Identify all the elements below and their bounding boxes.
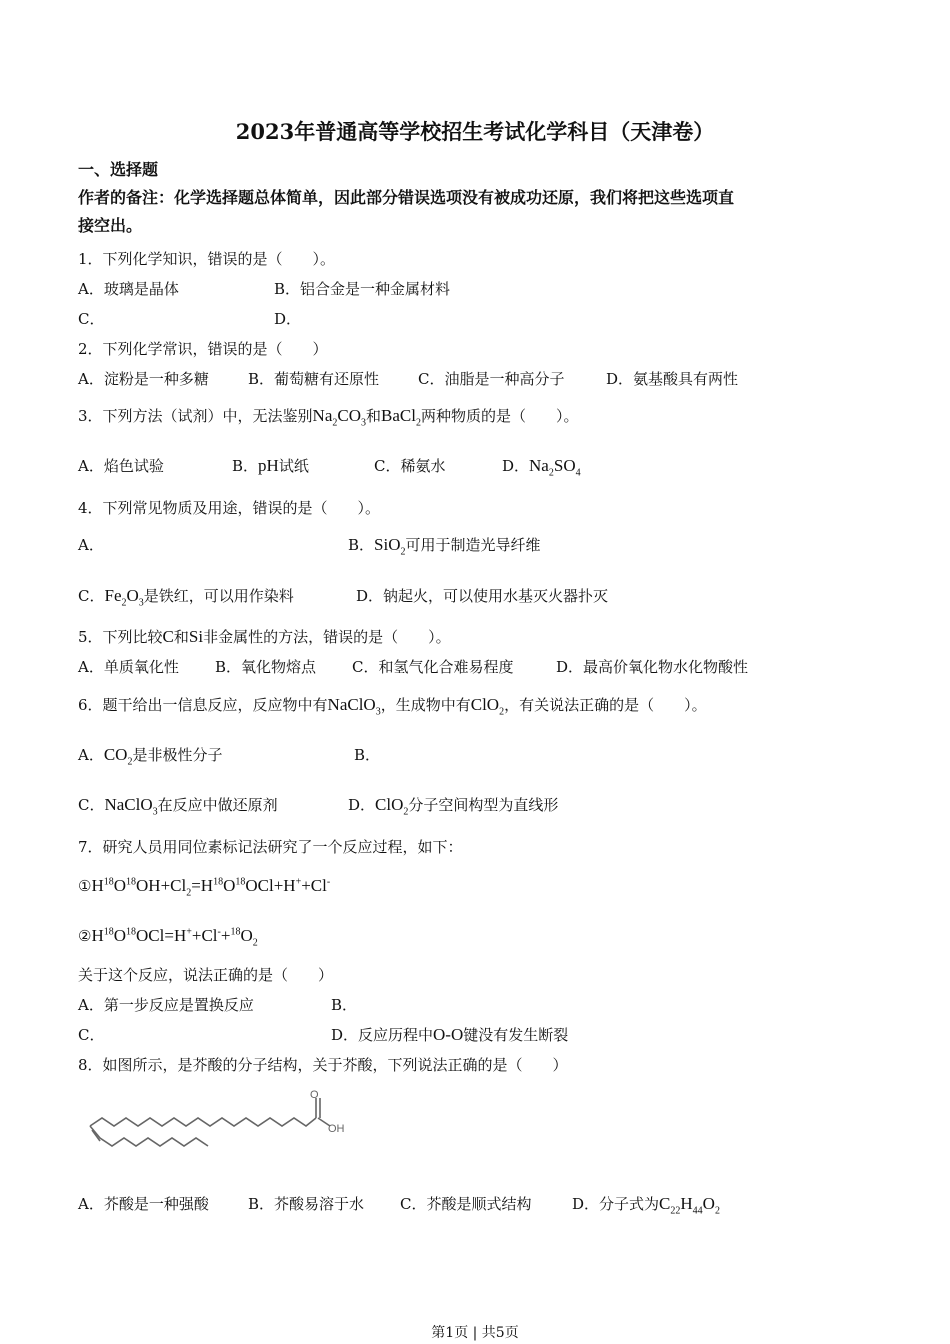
formula-c22h44o2: $C_{22}H_{44}O_2$: [659, 1194, 720, 1217]
q8-option-b: B．芥酸易溶于水: [248, 1195, 365, 1213]
q1-option-d: D．: [274, 310, 302, 328]
q7-equation-2: $②H^{18}O^{18}OCl=H^++Cl^-+^{18}O_2$: [78, 926, 258, 949]
q1-stem: 1．下列化学知识，错误的是（ ）。: [78, 250, 336, 268]
oxygen-label: O: [310, 1089, 319, 1101]
q3-option-d: D．$Na_2SO_4$: [502, 456, 581, 479]
page-title: 2023年普通高等学校招生考试化学科目（天津卷）: [235, 119, 715, 144]
q7-stem: 7．研究人员用同位素标记法研究了一个反应过程，如下：: [78, 838, 463, 856]
q4-option-a: A．: [78, 536, 104, 554]
q8-stem: 8．如图所示，是芥酸的分子结构，关于芥酸，下列说法正确的是（ ）: [78, 1056, 568, 1074]
section-heading: 一、选择题: [78, 160, 159, 179]
q4-option-b: B．SiO$_2$可用于制造光导纤维: [348, 535, 541, 558]
q7-option-d: D．反应历程中O-O键没有发生断裂: [331, 1025, 569, 1044]
q8-option-a: A．芥酸是一种强酸: [78, 1195, 209, 1213]
q2-stem: 2．下列化学常识，错误的是（ ）: [78, 340, 328, 358]
q4-stem: 4．下列常见物质及用途，错误的是（ ）。: [78, 499, 381, 517]
q2-option-a: A．淀粉是一种多糖: [78, 370, 209, 388]
formula-clo2: ClO$_2$: [470, 695, 505, 718]
q5-option-a: A．单质氧化性: [78, 658, 179, 676]
formula-co2: $CO_2$: [103, 745, 133, 768]
q6-option-a: A．$CO_2$是非极性分子: [78, 745, 223, 768]
q5-option-c: C．和氢气化合难易程度: [352, 658, 514, 676]
author-note-line1: 作者的备注：化学选择题总体简单，因此部分错误选项没有被成功还原，我们将把这些选项直: [78, 188, 735, 207]
q2-option-d: D．氨基酸具有两性: [606, 370, 739, 388]
formula-na2so4: $Na_2SO_4$: [529, 456, 581, 479]
q2-option-c: C．油脂是一种高分子: [418, 370, 565, 388]
page-footer: 第1页 | 共5页: [431, 1325, 519, 1341]
formula-bacl2: BaCl$_2$: [381, 406, 421, 429]
author-note-line2: 接空出。: [78, 216, 143, 235]
q1-option-c: C．: [78, 310, 105, 328]
formula-naclo3: NaClO$_3$: [327, 695, 381, 718]
q4-option-c: C．$Fe_2O_3$是铁红，可以用作染料: [78, 586, 294, 609]
formula-na2co3: $Na_2CO_3$: [312, 406, 366, 429]
q2-option-b: B．葡萄糖有还原性: [248, 370, 380, 388]
q6-option-c: C．NaClO$_3$在反应中做还原剂: [78, 795, 278, 818]
q3-option-b: B．pH试纸: [232, 456, 309, 475]
q1-option-b: B．铝合金是一种金属材料: [274, 280, 451, 298]
q3-stem: 3．下列方法（试剂）中，无法鉴别$Na_2CO_3$和BaCl$_2$两种物质的是（ ）。: [78, 406, 579, 429]
erucic-acid-structure-image: [80, 1086, 350, 1166]
formula-sio2: SiO$_2$: [374, 535, 406, 558]
q6-option-d: D．ClO$_2$分子空间构型为直线形: [348, 795, 559, 818]
q7-option-c: C．: [78, 1026, 105, 1044]
q8-option-d: D．分子式为$C_{22}H_{44}O_2$: [572, 1194, 720, 1217]
q7-option-a: A．第一步反应是置换反应: [78, 996, 254, 1014]
q5-option-b: B．氧化物熔点: [215, 658, 317, 676]
formula-fe2o3: $Fe_2O_3$: [104, 586, 144, 609]
hydroxyl-label: OH: [328, 1123, 345, 1135]
q8-option-c: C．芥酸是顺式结构: [400, 1195, 532, 1213]
q7-option-b: B．: [331, 996, 358, 1014]
q6-stem: 6．题干给出一信息反应，反应物中有NaClO$_3$，生成物中有ClO$_2$，有关说法正确的是（ ）。: [78, 695, 707, 718]
q3-option-a: A．焰色试验: [78, 457, 164, 475]
q5-option-d: D．最高价氧化物水化物酸性: [556, 658, 749, 676]
q4-option-d: D．钠起火，可以使用水基灭火器扑灭: [356, 587, 609, 605]
q6-option-b: B．: [354, 746, 381, 764]
q7-question: 关于这个反应，说法正确的是（ ）: [78, 966, 334, 984]
q7-equation-1: $①H^{18}O^{18}OH+Cl_2=H^{18}O^{18}OCl+H^++Cl^-$: [78, 876, 331, 899]
q1-option-a: A．玻璃是晶体: [78, 280, 179, 298]
q3-option-c: C．稀氨水: [374, 457, 446, 475]
q5-stem: 5．下列比较C和Si非金属性的方法，错误的是（ ）。: [78, 627, 451, 646]
